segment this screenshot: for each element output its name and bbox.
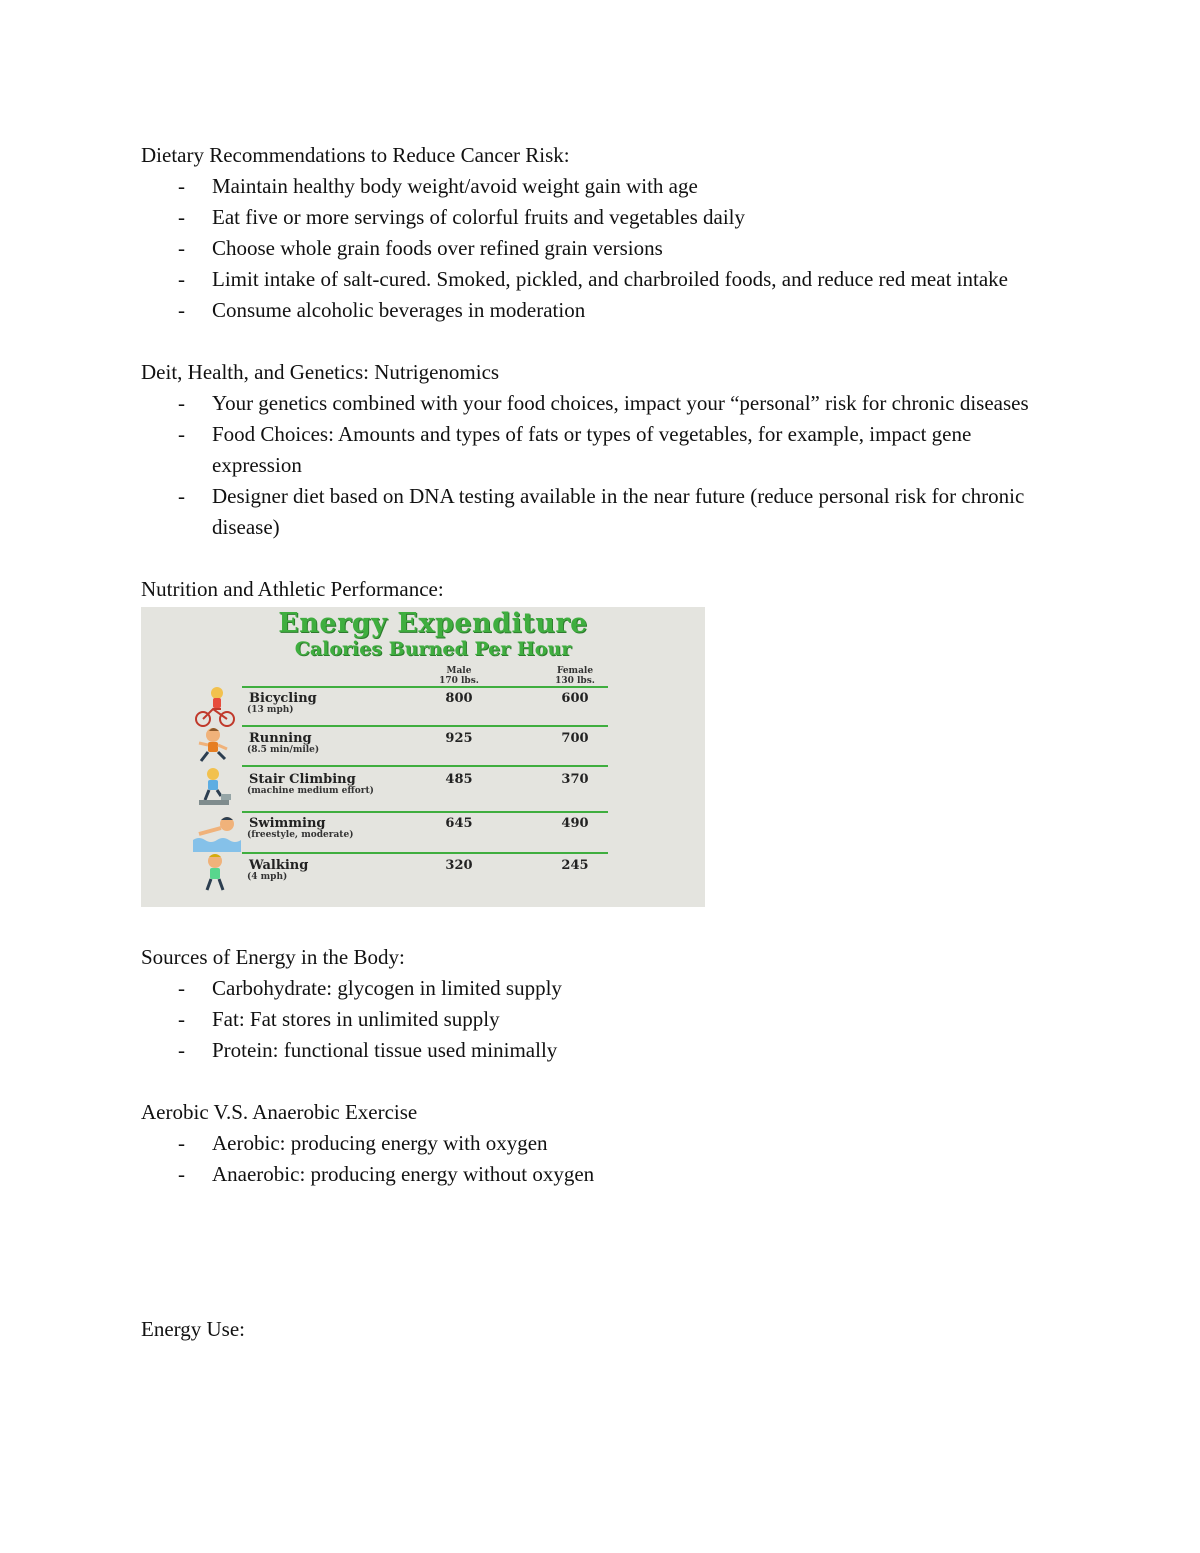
column-label: Female — [556, 666, 594, 676]
document-page — [141, 140, 1061, 1376]
list-item: - Carbohydrate: glycogen in limited supply — [141, 973, 1061, 1004]
walker-icon — [191, 852, 241, 894]
list-item: - Anaerobic: producing energy without oxygen — [141, 1159, 1061, 1190]
energy-expenditure-figure — [141, 607, 1061, 907]
section-heading: Sources of Energy in the Body: — [141, 945, 405, 969]
male-calories-value: 800 — [445, 691, 473, 706]
section-heading: Energy Use: — [141, 1317, 246, 1341]
list-item: - Your genetics combined with your food choices, impact your “personal” risk for chronic diseases — [141, 388, 1061, 419]
table-row — [141, 772, 705, 812]
infographic-subtitle: Calories Burned Per Hour — [294, 638, 572, 660]
female-calories-value: 700 — [561, 731, 589, 746]
list-item: - Aerobic: producing energy with oxygen — [141, 1128, 1061, 1159]
section-athletic — [141, 574, 1061, 907]
section-heading: Deit, Health, and Genetics: Nutrigenomics — [141, 360, 500, 384]
table-row — [141, 816, 705, 856]
activity-detail: (4 mph) — [247, 872, 288, 882]
section-cancer — [141, 140, 1061, 326]
female-calories-value: 245 — [561, 858, 589, 873]
column-header-male — [419, 666, 499, 686]
stair-climber-icon — [191, 766, 241, 808]
list-item: - Maintain healthy body weight/avoid weight gain with age — [141, 171, 1061, 202]
table-row — [141, 731, 705, 771]
male-calories-value: 485 — [445, 772, 473, 787]
male-calories-value: 925 — [445, 731, 473, 746]
section-nutrigenomics — [141, 357, 1061, 543]
bullet-list — [141, 388, 1061, 543]
infographic-title: Energy Expenditure — [278, 608, 588, 639]
column-header-female — [535, 666, 615, 686]
bullet-list — [141, 1128, 1061, 1190]
section-aerobic — [141, 1097, 1061, 1190]
activity-name: Running — [249, 731, 312, 746]
column-label: Male — [446, 666, 472, 676]
cyclist-icon — [191, 685, 241, 727]
list-item: - Consume alcoholic beverages in moderation — [141, 295, 1061, 326]
male-calories-value: 645 — [445, 816, 473, 831]
list-item: - Fat: Fat stores in unlimited supply — [141, 1004, 1061, 1035]
activity-detail: (machine medium effort) — [247, 786, 374, 796]
bullet-list — [141, 171, 1061, 326]
activity-name: Stair Climbing — [249, 772, 356, 787]
bullet-list — [141, 973, 1061, 1066]
table-row — [141, 858, 705, 898]
list-item: - Limit intake of salt-cured. Smoked, pickled, and charbroiled foods, and reduce red meat intake — [141, 264, 1061, 295]
list-item: - Choose whole grain foods over refined grain versions — [141, 233, 1061, 264]
column-sublabel: 170 lbs. — [439, 676, 479, 686]
list-item: - Eat five or more servings of colorful fruits and vegetables daily — [141, 202, 1061, 233]
male-calories-value: 320 — [445, 858, 473, 873]
activity-detail: (8.5 min/mile) — [247, 745, 320, 755]
activity-name: Swimming — [249, 816, 326, 831]
section-energy-use — [141, 1314, 1061, 1345]
section-energy-sources — [141, 942, 1061, 1066]
female-calories-value: 600 — [561, 691, 589, 706]
swimmer-icon — [191, 810, 241, 852]
activity-detail: (13 mph) — [247, 705, 294, 715]
activity-name: Bicycling — [249, 691, 317, 706]
list-item: - Protein: functional tissue used minimally — [141, 1035, 1061, 1066]
activity-detail: (freestyle, moderate) — [247, 830, 354, 840]
column-sublabel: 130 lbs. — [555, 676, 595, 686]
section-heading: Nutrition and Athletic Performance: — [141, 577, 444, 601]
runner-icon — [191, 725, 241, 767]
female-calories-value: 370 — [561, 772, 589, 787]
list-item: - Designer diet based on DNA testing available in the near future (reduce personal risk for chronic disease) — [141, 481, 1061, 543]
female-calories-value: 490 — [561, 816, 589, 831]
list-item: - Food Choices: Amounts and types of fats or types of vegetables, for example, impact gene expression — [141, 419, 1061, 481]
section-heading: Aerobic V.S. Anaerobic Exercise — [141, 1100, 418, 1124]
activity-name: Walking — [249, 858, 309, 873]
row-divider — [242, 686, 608, 688]
energy-expenditure-infographic — [141, 607, 705, 907]
section-heading: Dietary Recommendations to Reduce Cancer Risk: — [141, 143, 570, 167]
